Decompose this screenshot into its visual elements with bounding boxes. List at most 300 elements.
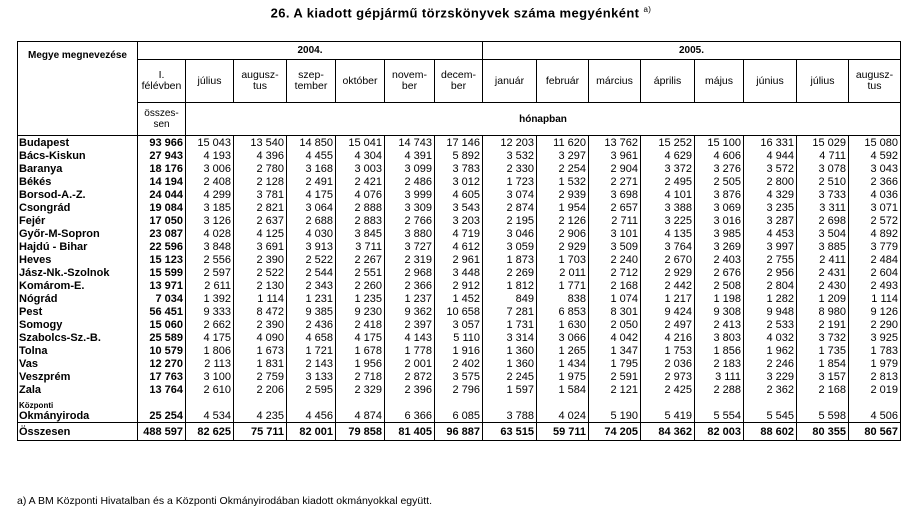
county-name: Nógrád — [18, 292, 138, 305]
month-value: 2 411 — [797, 253, 849, 266]
table-row — [18, 240, 901, 253]
month-value: 1 873 — [483, 253, 537, 266]
first-half-value: 7 034 — [138, 292, 186, 305]
county-name: Baranya — [18, 162, 138, 175]
month-value: 1 795 — [589, 357, 641, 370]
table-row — [18, 188, 901, 201]
month-value: 2 610 — [186, 383, 234, 396]
table-row — [18, 149, 901, 162]
month-value: 1 979 — [849, 357, 901, 370]
month-value: 3 575 — [435, 370, 483, 383]
month-value: 2 712 — [589, 266, 641, 279]
month-value: 2 195 — [483, 214, 537, 227]
month-value: 9 385 — [287, 305, 336, 318]
month-value: 15 041 — [336, 136, 385, 150]
month-value: 2 522 — [287, 253, 336, 266]
month-value: 2 390 — [234, 318, 287, 331]
month-value: 4 135 — [641, 227, 695, 240]
month-value: 2 343 — [287, 279, 336, 292]
month-value: 2 759 — [234, 370, 287, 383]
month-value: 2 430 — [797, 279, 849, 292]
month-value: 3 532 — [483, 149, 537, 162]
month-value: 1 198 — [695, 292, 744, 305]
month-value: 4 216 — [641, 331, 695, 344]
month-value: 2 676 — [695, 266, 744, 279]
table-row — [18, 227, 901, 240]
month-value: 2 425 — [641, 383, 695, 396]
month-value: 3 203 — [435, 214, 483, 227]
month-value: 84 362 — [641, 423, 695, 441]
month-value: 96 887 — [435, 423, 483, 441]
data-table — [17, 41, 901, 441]
month-value: 4 944 — [744, 149, 797, 162]
county-name: Budapest — [18, 136, 138, 150]
month-value: 2 418 — [336, 318, 385, 331]
first-half-value: 488 597 — [138, 423, 186, 441]
county-name: Zala — [18, 383, 138, 396]
month-value: 4 304 — [336, 149, 385, 162]
month-value: 4 612 — [435, 240, 483, 253]
month-value: 8 301 — [589, 305, 641, 318]
month-value: 2 591 — [589, 370, 641, 383]
month-value: 2 888 — [336, 201, 385, 214]
month-value: 9 362 — [385, 305, 435, 318]
month-value: 3 779 — [849, 240, 901, 253]
month-value: 3 071 — [849, 201, 901, 214]
month-value: 3 235 — [744, 201, 797, 214]
table-row — [18, 266, 901, 279]
month-value: 3 845 — [336, 227, 385, 240]
month-value: 3 913 — [287, 240, 336, 253]
month-value: 1 812 — [483, 279, 537, 292]
month-value: 2 366 — [385, 279, 435, 292]
month-value: 838 — [537, 292, 589, 305]
month-value: 4 299 — [186, 188, 234, 201]
month-value: 4 032 — [744, 331, 797, 344]
first-half-value: 18 176 — [138, 162, 186, 175]
first-half-value: 56 451 — [138, 305, 186, 318]
county-name: Hajdú - Bihar — [18, 240, 138, 253]
month-value: 2 402 — [435, 357, 483, 370]
month-value: 2 113 — [186, 357, 234, 370]
month-value: 1 360 — [483, 344, 537, 357]
first-half-value: 22 596 — [138, 240, 186, 253]
month-value: 4 175 — [336, 331, 385, 344]
first-half-value: 93 966 — [138, 136, 186, 150]
month-value: 4 101 — [641, 188, 695, 201]
month-value: 3 069 — [695, 201, 744, 214]
month-value: 2 413 — [695, 318, 744, 331]
month-value: 82 625 — [186, 423, 234, 441]
month-value: 9 333 — [186, 305, 234, 318]
month-value: 2 206 — [234, 383, 287, 396]
month-value: 3 100 — [186, 370, 234, 383]
month-value: 80 567 — [849, 423, 901, 441]
month-value: 2 904 — [589, 162, 641, 175]
county-name: Somogy — [18, 318, 138, 331]
month-value: 4 874 — [336, 396, 385, 423]
first-half-value: 19 084 — [138, 201, 186, 214]
month-value: 3 448 — [435, 266, 483, 279]
month-value: 4 453 — [744, 227, 797, 240]
table-row — [18, 357, 901, 370]
month-value: 3 999 — [385, 188, 435, 201]
month-value: 2 522 — [234, 266, 287, 279]
month-value: 80 355 — [797, 423, 849, 441]
month-value: 9 230 — [336, 305, 385, 318]
first-half-value: 15 060 — [138, 318, 186, 331]
county-name: Jász-Nk.-Szolnok — [18, 266, 138, 279]
month-value: 1 265 — [537, 344, 589, 357]
month-value: 2 330 — [483, 162, 537, 175]
table-row — [18, 305, 901, 318]
month-value: 4 455 — [287, 149, 336, 162]
month-value: 3 185 — [186, 201, 234, 214]
month-value: 3 388 — [641, 201, 695, 214]
county-header: Megye megnevezése — [18, 42, 138, 136]
month-value: 2 595 — [287, 383, 336, 396]
month-value: 4 892 — [849, 227, 901, 240]
month-value: 3 885 — [797, 240, 849, 253]
month-value: 4 036 — [849, 188, 901, 201]
county-name: Komárom-E. — [18, 279, 138, 292]
month-value: 1 217 — [641, 292, 695, 305]
month-value: 3 732 — [797, 331, 849, 344]
county-name: Veszprém — [18, 370, 138, 383]
month-value: 2 766 — [385, 214, 435, 227]
table-title — [0, 5, 922, 20]
month-value: 3 099 — [385, 162, 435, 175]
month-value: 2 436 — [287, 318, 336, 331]
table-row — [18, 292, 901, 305]
month-value: 1 597 — [483, 383, 537, 396]
table-row — [18, 331, 901, 344]
month-value: 1 778 — [385, 344, 435, 357]
month-2005-header: április — [641, 60, 695, 103]
month-value: 2 442 — [641, 279, 695, 292]
month-value: 1 962 — [744, 344, 797, 357]
month-value: 6 366 — [385, 396, 435, 423]
first-half-value: 15 599 — [138, 266, 186, 279]
county-name: Borsod-A.-Z. — [18, 188, 138, 201]
month-2004-header: július — [186, 60, 234, 103]
month-2005-header: március — [589, 60, 641, 103]
month-value: 2 290 — [849, 318, 901, 331]
month-value: 2 001 — [385, 357, 435, 370]
month-value: 14 743 — [385, 136, 435, 150]
month-value: 3 287 — [744, 214, 797, 227]
month-value: 1 235 — [336, 292, 385, 305]
month-value: 2 168 — [589, 279, 641, 292]
month-value: 4 030 — [287, 227, 336, 240]
month-value: 4 175 — [287, 188, 336, 201]
month-value: 2 662 — [186, 318, 234, 331]
month-value: 2 968 — [385, 266, 435, 279]
county-name: Vas — [18, 357, 138, 370]
month-2005-header: február — [537, 60, 589, 103]
month-value: 15 080 — [849, 136, 901, 150]
month-value: 2 493 — [849, 279, 901, 292]
month-value: 1 114 — [849, 292, 901, 305]
month-value: 2 288 — [695, 383, 744, 396]
month-value: 9 424 — [641, 305, 695, 318]
month-value: 2 183 — [695, 357, 744, 370]
month-value: 3 276 — [695, 162, 744, 175]
month-value: 3 269 — [695, 240, 744, 253]
month-value: 2 505 — [695, 175, 744, 188]
month-value: 3 698 — [589, 188, 641, 201]
month-value: 3 229 — [744, 370, 797, 383]
month-value: 74 205 — [589, 423, 641, 441]
table-row — [18, 162, 901, 175]
month-value: 4 076 — [336, 188, 385, 201]
month-value: 3 297 — [537, 149, 589, 162]
month-value: 2 269 — [483, 266, 537, 279]
month-value: 2 246 — [744, 357, 797, 370]
month-value: 2 670 — [641, 253, 695, 266]
month-value: 2 421 — [336, 175, 385, 188]
month-value: 3 059 — [483, 240, 537, 253]
month-value: 1 956 — [336, 357, 385, 370]
month-value: 1 584 — [537, 383, 589, 396]
month-value: 1 114 — [234, 292, 287, 305]
month-value: 63 515 — [483, 423, 537, 441]
month-value: 3 372 — [641, 162, 695, 175]
month-value: 2 755 — [744, 253, 797, 266]
month-2004-header: augusz-tus — [234, 60, 287, 103]
month-value: 1 703 — [537, 253, 589, 266]
month-value: 2 050 — [589, 318, 641, 331]
month-value: 3 880 — [385, 227, 435, 240]
month-value: 2 572 — [849, 214, 901, 227]
month-value: 3 046 — [483, 227, 537, 240]
month-value: 3 788 — [483, 396, 537, 423]
month-value: 3 168 — [287, 162, 336, 175]
month-value: 2 245 — [483, 370, 537, 383]
total-row — [18, 423, 901, 441]
month-value: 4 235 — [234, 396, 287, 423]
month-2004-header: decem-ber — [435, 60, 483, 103]
year-2005-header: 2005. — [483, 42, 901, 60]
month-value: 2 484 — [849, 253, 901, 266]
month-value: 2 804 — [744, 279, 797, 292]
month-value: 1 532 — [537, 175, 589, 188]
month-2005-header: augusz-tus — [849, 60, 901, 103]
month-value: 1 237 — [385, 292, 435, 305]
month-value: 3 064 — [287, 201, 336, 214]
table-row — [18, 175, 901, 188]
month-value: 15 100 — [695, 136, 744, 150]
county-name: Győr-M-Sopron — [18, 227, 138, 240]
office-row — [18, 396, 901, 423]
month-value: 3 133 — [287, 370, 336, 383]
month-value: 2 611 — [186, 279, 234, 292]
month-value: 75 711 — [234, 423, 287, 441]
month-value: 2 143 — [287, 357, 336, 370]
month-value: 4 629 — [641, 149, 695, 162]
month-value: 4 456 — [287, 396, 336, 423]
month-value: 2 718 — [336, 370, 385, 383]
first-half-header: I. félévben — [138, 60, 186, 103]
office-name: Okmányiroda — [19, 410, 90, 422]
table-row — [18, 253, 901, 266]
first-half-value: 15 123 — [138, 253, 186, 266]
month-value: 2 431 — [797, 266, 849, 279]
month-value: 3 066 — [537, 331, 589, 344]
month-value: 7 281 — [483, 305, 537, 318]
month-value: 1 975 — [537, 370, 589, 383]
month-value: 2 551 — [336, 266, 385, 279]
month-value: 3 727 — [385, 240, 435, 253]
first-half-value: 12 270 — [138, 357, 186, 370]
month-value: 2 319 — [385, 253, 435, 266]
first-half-value: 14 194 — [138, 175, 186, 188]
month-value: 15 252 — [641, 136, 695, 150]
month-value: 6 085 — [435, 396, 483, 423]
month-value: 2 396 — [385, 383, 435, 396]
month-value: 4 028 — [186, 227, 234, 240]
month-value: 1 723 — [483, 175, 537, 188]
first-half-value: 17 050 — [138, 214, 186, 227]
month-value: 3 876 — [695, 188, 744, 201]
month-value: 3 504 — [797, 227, 849, 240]
month-value: 3 309 — [385, 201, 435, 214]
month-value: 4 606 — [695, 149, 744, 162]
month-value: 3 572 — [744, 162, 797, 175]
month-value: 2 191 — [797, 318, 849, 331]
month-value: 2 973 — [641, 370, 695, 383]
month-value: 82 003 — [695, 423, 744, 441]
month-value: 2 491 — [287, 175, 336, 188]
month-value: 2 508 — [695, 279, 744, 292]
county-name: Pest — [18, 305, 138, 318]
month-value: 4 506 — [849, 396, 901, 423]
month-value: 2 821 — [234, 201, 287, 214]
month-value: 2 961 — [435, 253, 483, 266]
month-value: 4 143 — [385, 331, 435, 344]
month-value: 4 090 — [234, 331, 287, 344]
month-value: 15 043 — [186, 136, 234, 150]
month-value: 3 733 — [797, 188, 849, 201]
month-value: 11 620 — [537, 136, 589, 150]
table-row — [18, 318, 901, 331]
month-value: 2 883 — [336, 214, 385, 227]
month-value: 2 011 — [537, 266, 589, 279]
county-name: Összesen — [18, 423, 138, 441]
month-value: 2 956 — [744, 266, 797, 279]
month-value: 9 126 — [849, 305, 901, 318]
month-value: 2 403 — [695, 253, 744, 266]
month-value: 1 282 — [744, 292, 797, 305]
month-value: 4 024 — [537, 396, 589, 423]
month-value: 2 128 — [234, 175, 287, 188]
month-value: 10 658 — [435, 305, 483, 318]
month-2005-header: július — [797, 60, 849, 103]
month-value: 1 673 — [234, 344, 287, 357]
first-half-value: 13 971 — [138, 279, 186, 292]
month-value: 1 806 — [186, 344, 234, 357]
month-value: 1 360 — [483, 357, 537, 370]
county-name: Tolna — [18, 344, 138, 357]
month-2005-header: május — [695, 60, 744, 103]
first-half-value: 23 087 — [138, 227, 186, 240]
month-value: 88 602 — [744, 423, 797, 441]
month-value: 2 657 — [589, 201, 641, 214]
office-prefix: Központi — [19, 401, 54, 410]
month-value: 2 604 — [849, 266, 901, 279]
month-value: 3 157 — [797, 370, 849, 383]
month-value: 4 125 — [234, 227, 287, 240]
month-value: 5 554 — [695, 396, 744, 423]
month-value: 3 006 — [186, 162, 234, 175]
month-value: 2 698 — [797, 214, 849, 227]
month-value: 2 036 — [641, 357, 695, 370]
month-value: 3 985 — [695, 227, 744, 240]
month-value: 4 396 — [234, 149, 287, 162]
month-value: 13 762 — [589, 136, 641, 150]
month-value: 2 267 — [336, 253, 385, 266]
month-value: 82 001 — [287, 423, 336, 441]
month-value: 2 260 — [336, 279, 385, 292]
month-value: 2 240 — [589, 253, 641, 266]
table-body — [18, 136, 901, 441]
first-half-value: 17 763 — [138, 370, 186, 383]
first-half-value: 27 943 — [138, 149, 186, 162]
month-value: 4 605 — [435, 188, 483, 201]
month-value: 2 874 — [483, 201, 537, 214]
month-value: 81 405 — [385, 423, 435, 441]
table-row — [18, 344, 901, 357]
month-value: 2 130 — [234, 279, 287, 292]
month-value: 16 331 — [744, 136, 797, 150]
month-value: 3 997 — [744, 240, 797, 253]
month-value: 12 203 — [483, 136, 537, 150]
month-value: 3 711 — [336, 240, 385, 253]
month-value: 1 231 — [287, 292, 336, 305]
month-value: 3 925 — [849, 331, 901, 344]
month-value: 2 019 — [849, 383, 901, 396]
month-value: 2 533 — [744, 318, 797, 331]
month-value: 3 078 — [797, 162, 849, 175]
month-value: 5 419 — [641, 396, 695, 423]
month-value: 5 190 — [589, 396, 641, 423]
month-value: 2 939 — [537, 188, 589, 201]
month-value: 2 397 — [385, 318, 435, 331]
month-value: 2 597 — [186, 266, 234, 279]
month-value: 2 121 — [589, 383, 641, 396]
month-value: 1 452 — [435, 292, 483, 305]
county-name: Bács-Kiskun — [18, 149, 138, 162]
month-value: 9 308 — [695, 305, 744, 318]
table-row — [18, 136, 901, 150]
month-value: 1 735 — [797, 344, 849, 357]
month-2004-header: október — [336, 60, 385, 103]
month-value: 3 509 — [589, 240, 641, 253]
month-2004-header: novem-ber — [385, 60, 435, 103]
month-value: 3 225 — [641, 214, 695, 227]
month-value: 3 314 — [483, 331, 537, 344]
month-value: 3 111 — [695, 370, 744, 383]
county-name: Fejér — [18, 214, 138, 227]
month-value: 3 691 — [234, 240, 287, 253]
month-value: 3 783 — [435, 162, 483, 175]
month-value: 1 856 — [695, 344, 744, 357]
month-2004-header: szep-tember — [287, 60, 336, 103]
month-value: 1 771 — [537, 279, 589, 292]
month-value: 2 780 — [234, 162, 287, 175]
month-value: 17 146 — [435, 136, 483, 150]
month-value: 1 916 — [435, 344, 483, 357]
